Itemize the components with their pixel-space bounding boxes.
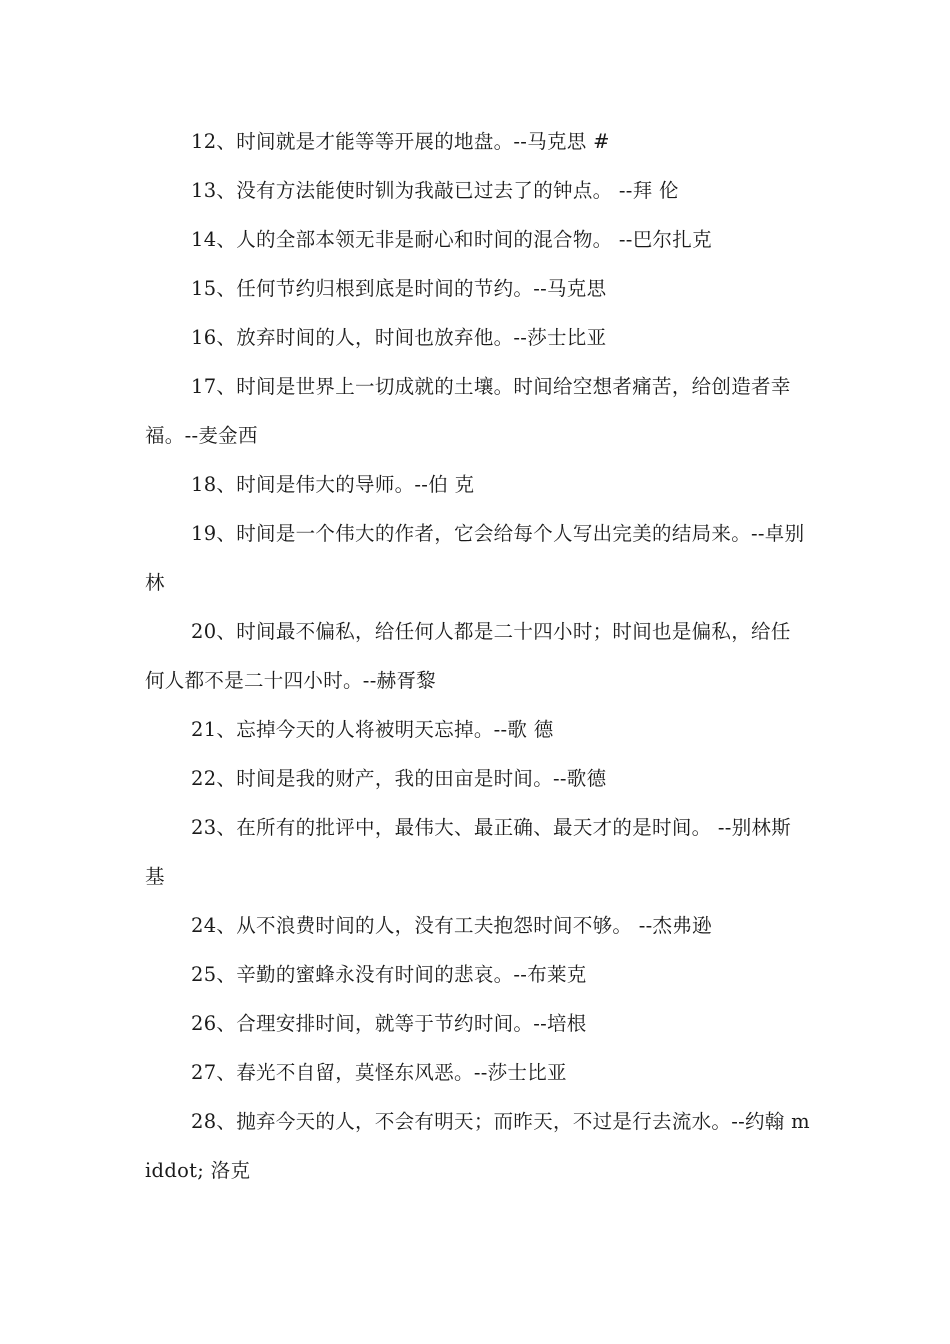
quote-paragraph: 21、忘掉今天的人将被明天忘掉。--歌 德 bbox=[191, 718, 554, 741]
quote-paragraph: 25、辛勤的蜜蜂永没有时间的悲哀。--布莱克 bbox=[191, 963, 587, 986]
quote-paragraph: 17、时间是世界上一切成就的土壤。时间给空想者痛苦，给创造者幸福。--麦金西 bbox=[145, 375, 791, 447]
quote-list bbox=[145, 117, 810, 1195]
quote-paragraph: 18、时间是伟大的导师。--伯 克 bbox=[191, 473, 475, 496]
quote-paragraph: 28、抛弃今天的人，不会有明天；而昨天，不过是行去流水。--约翰 middot; 洛克 bbox=[145, 1110, 810, 1182]
quote-paragraph: 14、人的全部本领无非是耐心和时间的混合物。 --巴尔扎克 bbox=[191, 228, 712, 251]
quote-paragraph: 13、没有方法能使时钏为我敲已过去了的钟点。 --拜 伦 bbox=[191, 179, 679, 202]
quote-paragraph: 24、从不浪费时间的人，没有工夫抱怨时间不够。 --杰弗逊 bbox=[191, 914, 712, 937]
quote-paragraph: 22、时间是我的财产，我的田亩是时间。--歌德 bbox=[191, 767, 607, 790]
quote-paragraph: 15、任何节约归根到底是时间的节约。--马克思 bbox=[191, 277, 607, 300]
quote-paragraph: 20、时间最不偏私，给任何人都是二十四小时；时间也是偏私，给任何人都不是二十四小时。--赫胥黎 bbox=[145, 620, 791, 692]
quote-paragraph: 16、放弃时间的人，时间也放弃他。--莎士比亚 bbox=[191, 326, 607, 349]
quote-paragraph: 27、春光不自留，莫怪东风恶。--莎士比亚 bbox=[191, 1061, 567, 1084]
quote-paragraph: 23、在所有的批评中，最伟大、最正确、最天才的是时间。 --别林斯基 bbox=[145, 816, 792, 888]
quote-paragraph: 26、合理安排时间，就等于节约时间。--培根 bbox=[191, 1012, 587, 1035]
quote-paragraph: 19、时间是一个伟大的作者，它会给每个人写出完美的结局来。--卓别林 bbox=[145, 522, 805, 594]
quote-paragraph: 12、时间就是才能等等开展的地盘。--马克思 # bbox=[191, 130, 610, 153]
